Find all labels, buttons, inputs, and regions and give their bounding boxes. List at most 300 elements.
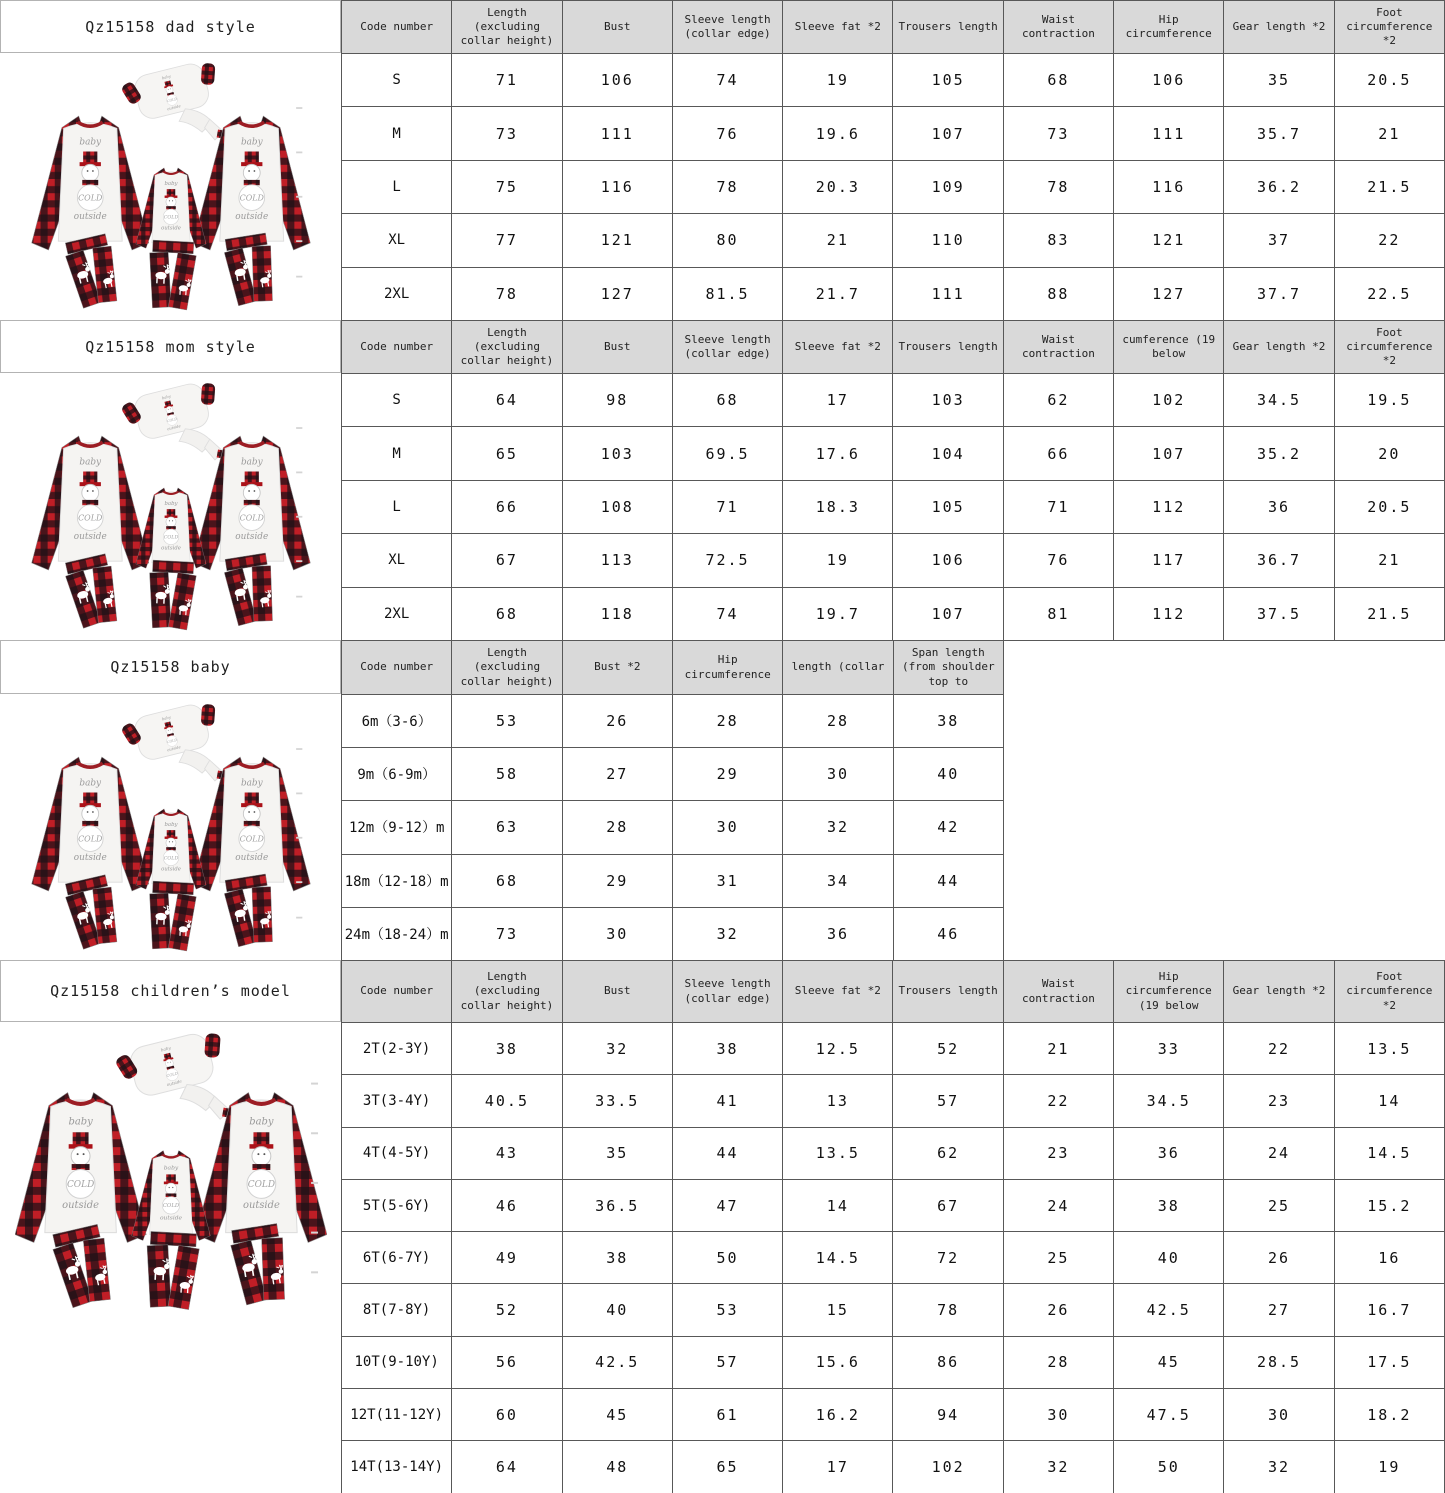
measurement-cell: 26 <box>1003 1284 1113 1336</box>
measurement-cell: 106 <box>562 54 672 107</box>
measurement-cell: 19.6 <box>783 107 893 160</box>
measurement-cell: 25 <box>1224 1179 1334 1231</box>
size-code-cell: 5T(5-6Y) <box>342 1179 452 1231</box>
measurement-cell: 35.7 <box>1224 107 1334 160</box>
size-code-cell: 9m（6-9m） <box>342 748 452 801</box>
measurement-cell: 32 <box>783 801 893 854</box>
measurement-cell: 68 <box>1003 54 1113 107</box>
measurement-cell: 28 <box>1003 1336 1113 1388</box>
measurement-cell: 62 <box>1003 374 1113 427</box>
product-photo-dad <box>0 53 341 321</box>
measurement-cell: 37.5 <box>1224 587 1334 640</box>
measurement-cell: 29 <box>672 748 782 801</box>
measurement-cell: 26 <box>562 695 672 748</box>
measurement-cell: 30 <box>562 907 672 960</box>
measurement-cell: 36 <box>783 907 893 960</box>
measurement-cell: 19 <box>783 54 893 107</box>
measurement-cell: 112 <box>1114 587 1224 640</box>
column-header: Bust <box>562 961 672 1023</box>
measurement-cell: 26 <box>1224 1232 1334 1284</box>
measurement-cell: 30 <box>672 801 782 854</box>
measurement-cell: 73 <box>1003 107 1113 160</box>
measurement-cell: 19 <box>783 534 893 587</box>
section-mom-style <box>0 320 1445 640</box>
measurement-cell: 78 <box>1003 160 1113 213</box>
table-row <box>342 801 1004 854</box>
measurement-cell: 65 <box>672 1441 782 1493</box>
measurement-cell: 47.5 <box>1114 1389 1224 1441</box>
measurement-cell: 27 <box>1224 1284 1334 1336</box>
table-row <box>342 1023 1445 1075</box>
measurement-cell: 68 <box>672 374 782 427</box>
measurement-cell: 36 <box>1224 480 1334 533</box>
measurement-cell: 106 <box>893 534 1003 587</box>
table-row <box>342 1127 1445 1179</box>
measurement-cell: 21 <box>1334 534 1444 587</box>
column-header: Gear length *2 <box>1224 1 1334 54</box>
measurement-cell: 15 <box>783 1284 893 1336</box>
section-title: Qz15158 baby <box>0 640 341 694</box>
measurement-cell: 60 <box>452 1389 562 1441</box>
size-table-baby <box>341 640 1004 961</box>
measurement-cell: 13.5 <box>783 1127 893 1179</box>
column-header: Bust <box>562 321 672 374</box>
header-row <box>342 321 1445 374</box>
size-code-cell: 12m（9-12）m <box>342 801 452 854</box>
measurement-cell: 108 <box>562 480 672 533</box>
measurement-cell: 28.5 <box>1224 1336 1334 1388</box>
measurement-cell: 16 <box>1334 1232 1444 1284</box>
column-header: length (collar <box>783 641 893 695</box>
measurement-cell: 22.5 <box>1334 267 1444 320</box>
measurement-cell: 32 <box>1224 1441 1334 1493</box>
column-header: Gear length *2 <box>1224 961 1334 1023</box>
measurement-cell: 44 <box>672 1127 782 1179</box>
measurement-cell: 35 <box>562 1127 672 1179</box>
measurement-cell: 32 <box>672 907 782 960</box>
measurement-cell: 38 <box>672 1023 782 1075</box>
column-header: Code number <box>342 961 452 1023</box>
measurement-cell: 107 <box>893 587 1003 640</box>
measurement-cell: 37 <box>1224 214 1334 267</box>
measurement-cell: 42.5 <box>1114 1284 1224 1336</box>
measurement-cell: 21.7 <box>783 267 893 320</box>
measurement-cell: 38 <box>562 1232 672 1284</box>
header-row <box>342 641 1004 695</box>
table-row <box>342 695 1004 748</box>
measurement-cell: 32 <box>562 1023 672 1075</box>
column-header: Foot circumference *2 <box>1334 961 1444 1023</box>
size-code-cell: 18m（12-18）m <box>342 854 452 907</box>
measurement-cell: 111 <box>1114 107 1224 160</box>
measurement-cell: 36 <box>1114 1127 1224 1179</box>
measurement-cell: 19.5 <box>1334 374 1444 427</box>
measurement-cell: 17 <box>783 1441 893 1493</box>
measurement-cell: 50 <box>1114 1441 1224 1493</box>
product-photo-mom <box>0 373 341 641</box>
column-header: Code number <box>342 321 452 374</box>
column-header: Length (excluding collar height) <box>452 321 562 374</box>
measurement-cell: 40.5 <box>452 1075 562 1127</box>
size-code-cell: 10T(9-10Y) <box>342 1336 452 1388</box>
measurement-cell: 102 <box>1114 374 1224 427</box>
measurement-cell: 23 <box>1003 1127 1113 1179</box>
table-row <box>342 54 1445 107</box>
measurement-cell: 52 <box>452 1284 562 1336</box>
measurement-cell: 37.7 <box>1224 267 1334 320</box>
measurement-cell: 48 <box>562 1441 672 1493</box>
measurement-cell: 22 <box>1224 1023 1334 1075</box>
measurement-cell: 121 <box>1114 214 1224 267</box>
measurement-cell: 73 <box>452 107 562 160</box>
size-code-cell: 2XL <box>342 587 452 640</box>
size-code-cell: 4T(4-5Y) <box>342 1127 452 1179</box>
measurement-cell: 20.5 <box>1334 480 1444 533</box>
measurement-cell: 121 <box>562 214 672 267</box>
column-header: Trousers length <box>893 1 1003 54</box>
measurement-cell: 104 <box>893 427 1003 480</box>
measurement-cell: 42.5 <box>562 1336 672 1388</box>
table-row <box>342 1232 1445 1284</box>
table-row <box>342 374 1445 427</box>
measurement-cell: 74 <box>672 587 782 640</box>
table-row <box>342 1389 1445 1441</box>
measurement-cell: 20 <box>1334 427 1444 480</box>
column-header: Foot circumference *2 <box>1334 321 1444 374</box>
measurement-cell: 38 <box>452 1023 562 1075</box>
measurement-cell: 24 <box>1003 1179 1113 1231</box>
measurement-cell: 52 <box>893 1023 1003 1075</box>
column-header: Hip circumference <box>672 641 782 695</box>
measurement-cell: 113 <box>562 534 672 587</box>
table-row <box>342 267 1445 320</box>
measurement-cell: 66 <box>1003 427 1113 480</box>
measurement-cell: 64 <box>452 374 562 427</box>
size-code-cell: M <box>342 427 452 480</box>
measurement-cell: 56 <box>452 1336 562 1388</box>
measurement-cell: 72.5 <box>672 534 782 587</box>
measurement-cell: 78 <box>672 160 782 213</box>
size-code-cell: 8T(7-8Y) <box>342 1284 452 1336</box>
measurement-cell: 19.7 <box>783 587 893 640</box>
size-code-cell: L <box>342 160 452 213</box>
measurement-cell: 74 <box>672 54 782 107</box>
column-header: Trousers length <box>893 321 1003 374</box>
measurement-cell: 103 <box>562 427 672 480</box>
table-row <box>342 1284 1445 1336</box>
measurement-cell: 43 <box>452 1127 562 1179</box>
measurement-cell: 35.2 <box>1224 427 1334 480</box>
section-children-model <box>0 960 1445 1493</box>
measurement-cell: 72 <box>893 1232 1003 1284</box>
column-header: Sleeve length (collar edge) <box>672 321 782 374</box>
measurement-cell: 111 <box>893 267 1003 320</box>
measurement-cell: 118 <box>562 587 672 640</box>
measurement-cell: 71 <box>1003 480 1113 533</box>
measurement-cell: 107 <box>1114 427 1224 480</box>
column-header: Hip circumference (19 below <box>1114 961 1224 1023</box>
measurement-cell: 17.5 <box>1334 1336 1444 1388</box>
measurement-cell: 21.5 <box>1334 160 1444 213</box>
table-row <box>342 107 1445 160</box>
table-row <box>342 534 1445 587</box>
measurement-cell: 71 <box>452 54 562 107</box>
measurement-cell: 110 <box>893 214 1003 267</box>
measurement-cell: 21 <box>1334 107 1444 160</box>
pajama-set-image <box>20 373 322 641</box>
section-title: Qz15158 dad style <box>0 0 341 53</box>
measurement-cell: 13.5 <box>1334 1023 1444 1075</box>
size-code-cell: 12T(11-12Y) <box>342 1389 452 1441</box>
measurement-cell: 68 <box>452 854 562 907</box>
measurement-cell: 18.2 <box>1334 1389 1444 1441</box>
measurement-cell: 19 <box>1334 1441 1444 1493</box>
measurement-cell: 22 <box>1334 214 1444 267</box>
size-table-children <box>341 960 1445 1493</box>
measurement-cell: 18.3 <box>783 480 893 533</box>
measurement-cell: 71 <box>672 480 782 533</box>
measurement-cell: 41 <box>672 1075 782 1127</box>
size-code-cell: 24m（18-24）m <box>342 907 452 960</box>
measurement-cell: 47 <box>672 1179 782 1231</box>
measurement-cell: 88 <box>1003 267 1113 320</box>
measurement-cell: 103 <box>893 374 1003 427</box>
table-row <box>342 748 1004 801</box>
measurement-cell: 49 <box>452 1232 562 1284</box>
measurement-cell: 36.2 <box>1224 160 1334 213</box>
size-code-cell: M <box>342 107 452 160</box>
measurement-cell: 33 <box>1114 1023 1224 1075</box>
measurement-cell: 16.2 <box>783 1389 893 1441</box>
section-title: Qz15158 children’s model <box>0 960 341 1022</box>
measurement-cell: 64 <box>452 1441 562 1493</box>
table-row <box>342 427 1445 480</box>
column-header: Trousers length <box>893 961 1003 1023</box>
product-photo-baby <box>0 694 341 962</box>
table-row <box>342 214 1445 267</box>
measurement-cell: 38 <box>893 695 1003 748</box>
column-header: Length (excluding collar height) <box>452 961 562 1023</box>
measurement-cell: 69.5 <box>672 427 782 480</box>
measurement-cell: 58 <box>452 748 562 801</box>
measurement-cell: 107 <box>893 107 1003 160</box>
size-code-cell: 6m（3-6） <box>342 695 452 748</box>
measurement-cell: 117 <box>1114 534 1224 587</box>
measurement-cell: 116 <box>562 160 672 213</box>
size-code-cell: XL <box>342 534 452 587</box>
table-row <box>342 907 1004 960</box>
measurement-cell: 33.5 <box>562 1075 672 1127</box>
section-baby <box>0 640 1445 960</box>
measurement-cell: 40 <box>893 748 1003 801</box>
measurement-cell: 66 <box>452 480 562 533</box>
pajama-set-image <box>20 53 322 321</box>
measurement-cell: 45 <box>562 1389 672 1441</box>
measurement-cell: 86 <box>893 1336 1003 1388</box>
measurement-cell: 20.5 <box>1334 54 1444 107</box>
measurement-cell: 42 <box>893 801 1003 854</box>
measurement-cell: 127 <box>562 267 672 320</box>
measurement-cell: 73 <box>452 907 562 960</box>
measurement-cell: 76 <box>672 107 782 160</box>
size-code-cell: S <box>342 54 452 107</box>
measurement-cell: 36.5 <box>562 1179 672 1231</box>
column-header: Bust *2 <box>562 641 672 695</box>
table-row <box>342 160 1445 213</box>
column-header: Span length (from shoulder top to <box>893 641 1003 695</box>
column-header: Sleeve fat *2 <box>783 1 893 54</box>
size-table-dad <box>341 0 1445 321</box>
measurement-cell: 34 <box>783 854 893 907</box>
table-row <box>342 1336 1445 1388</box>
column-header: Waist contraction <box>1003 1 1113 54</box>
measurement-cell: 65 <box>452 427 562 480</box>
size-code-cell: 3T(3-4Y) <box>342 1075 452 1127</box>
measurement-cell: 13 <box>783 1075 893 1127</box>
column-header: Gear length *2 <box>1224 321 1334 374</box>
measurement-cell: 15.2 <box>1334 1179 1444 1231</box>
measurement-cell: 50 <box>672 1232 782 1284</box>
column-header: cumference (19 below <box>1114 321 1224 374</box>
measurement-cell: 46 <box>452 1179 562 1231</box>
measurement-cell: 27 <box>562 748 672 801</box>
measurement-cell: 102 <box>893 1441 1003 1493</box>
column-header: Bust <box>562 1 672 54</box>
column-header: Waist contraction <box>1003 321 1113 374</box>
table-row <box>342 1075 1445 1127</box>
table-row <box>342 854 1004 907</box>
column-header: Sleeve fat *2 <box>783 961 893 1023</box>
measurement-cell: 30 <box>1224 1389 1334 1441</box>
pajama-set-image <box>20 694 322 962</box>
product-photo-children <box>0 1022 341 1322</box>
measurement-cell: 32 <box>1003 1441 1113 1493</box>
measurement-cell: 53 <box>672 1284 782 1336</box>
measurement-cell: 28 <box>783 695 893 748</box>
column-header: Code number <box>342 1 452 54</box>
measurement-cell: 23 <box>1224 1075 1334 1127</box>
measurement-cell: 78 <box>893 1284 1003 1336</box>
measurement-cell: 45 <box>1114 1336 1224 1388</box>
measurement-cell: 30 <box>1003 1389 1113 1441</box>
measurement-cell: 127 <box>1114 267 1224 320</box>
section-title: Qz15158 mom style <box>0 320 341 373</box>
measurement-cell: 40 <box>1114 1232 1224 1284</box>
column-header: Length (excluding collar height) <box>452 641 562 695</box>
size-code-cell: S <box>342 374 452 427</box>
column-header: Waist contraction <box>1003 961 1113 1023</box>
measurement-cell: 14 <box>783 1179 893 1231</box>
header-row <box>342 1 1445 54</box>
measurement-cell: 20.3 <box>783 160 893 213</box>
size-code-cell: 6T(6-7Y) <box>342 1232 452 1284</box>
measurement-cell: 81.5 <box>672 267 782 320</box>
measurement-cell: 40 <box>562 1284 672 1336</box>
measurement-cell: 109 <box>893 160 1003 213</box>
measurement-cell: 53 <box>452 695 562 748</box>
column-header: Sleeve length (collar edge) <box>672 1 782 54</box>
table-row <box>342 480 1445 533</box>
table-row <box>342 1179 1445 1231</box>
measurement-cell: 98 <box>562 374 672 427</box>
measurement-cell: 46 <box>893 907 1003 960</box>
measurement-cell: 106 <box>1114 54 1224 107</box>
column-header: Foot circumference *2 <box>1334 1 1444 54</box>
size-code-cell: 2XL <box>342 267 452 320</box>
size-code-cell: L <box>342 480 452 533</box>
measurement-cell: 83 <box>1003 214 1113 267</box>
measurement-cell: 111 <box>562 107 672 160</box>
measurement-cell: 80 <box>672 214 782 267</box>
pajama-set-image <box>15 1022 327 1322</box>
measurement-cell: 78 <box>452 267 562 320</box>
measurement-cell: 17.6 <box>783 427 893 480</box>
header-row <box>342 961 1445 1023</box>
size-code-cell: 14T(13-14Y) <box>342 1441 452 1493</box>
measurement-cell: 16.7 <box>1334 1284 1444 1336</box>
column-header: Hip circumference <box>1114 1 1224 54</box>
size-table-mom <box>341 320 1445 641</box>
measurement-cell: 81 <box>1003 587 1113 640</box>
measurement-cell: 17 <box>783 374 893 427</box>
column-header: Sleeve length (collar edge) <box>672 961 782 1023</box>
measurement-cell: 75 <box>452 160 562 213</box>
measurement-cell: 63 <box>452 801 562 854</box>
measurement-cell: 15.6 <box>783 1336 893 1388</box>
measurement-cell: 105 <box>893 54 1003 107</box>
measurement-cell: 105 <box>893 480 1003 533</box>
measurement-cell: 12.5 <box>783 1023 893 1075</box>
measurement-cell: 34.5 <box>1224 374 1334 427</box>
measurement-cell: 67 <box>893 1179 1003 1231</box>
measurement-cell: 35 <box>1224 54 1334 107</box>
measurement-cell: 68 <box>452 587 562 640</box>
measurement-cell: 14.5 <box>1334 1127 1444 1179</box>
section-dad-style <box>0 0 1445 320</box>
column-header: Length (excluding collar height) <box>452 1 562 54</box>
measurement-cell: 25 <box>1003 1232 1113 1284</box>
measurement-cell: 61 <box>672 1389 782 1441</box>
measurement-cell: 36.7 <box>1224 534 1334 587</box>
measurement-cell: 21 <box>1003 1023 1113 1075</box>
measurement-cell: 76 <box>1003 534 1113 587</box>
measurement-cell: 21.5 <box>1334 587 1444 640</box>
measurement-cell: 62 <box>893 1127 1003 1179</box>
measurement-cell: 30 <box>783 748 893 801</box>
measurement-cell: 116 <box>1114 160 1224 213</box>
measurement-cell: 34.5 <box>1114 1075 1224 1127</box>
table-row <box>342 1441 1445 1493</box>
measurement-cell: 29 <box>562 854 672 907</box>
size-code-cell: 2T(2-3Y) <box>342 1023 452 1075</box>
measurement-cell: 31 <box>672 854 782 907</box>
measurement-cell: 14.5 <box>783 1232 893 1284</box>
measurement-cell: 14 <box>1334 1075 1444 1127</box>
measurement-cell: 44 <box>893 854 1003 907</box>
column-header: Sleeve fat *2 <box>783 321 893 374</box>
measurement-cell: 57 <box>672 1336 782 1388</box>
measurement-cell: 24 <box>1224 1127 1334 1179</box>
measurement-cell: 67 <box>452 534 562 587</box>
measurement-cell: 112 <box>1114 480 1224 533</box>
measurement-cell: 28 <box>562 801 672 854</box>
measurement-cell: 77 <box>452 214 562 267</box>
measurement-cell: 94 <box>893 1389 1003 1441</box>
table-row <box>342 587 1445 640</box>
measurement-cell: 22 <box>1003 1075 1113 1127</box>
column-header: Code number <box>342 641 452 695</box>
size-code-cell: XL <box>342 214 452 267</box>
